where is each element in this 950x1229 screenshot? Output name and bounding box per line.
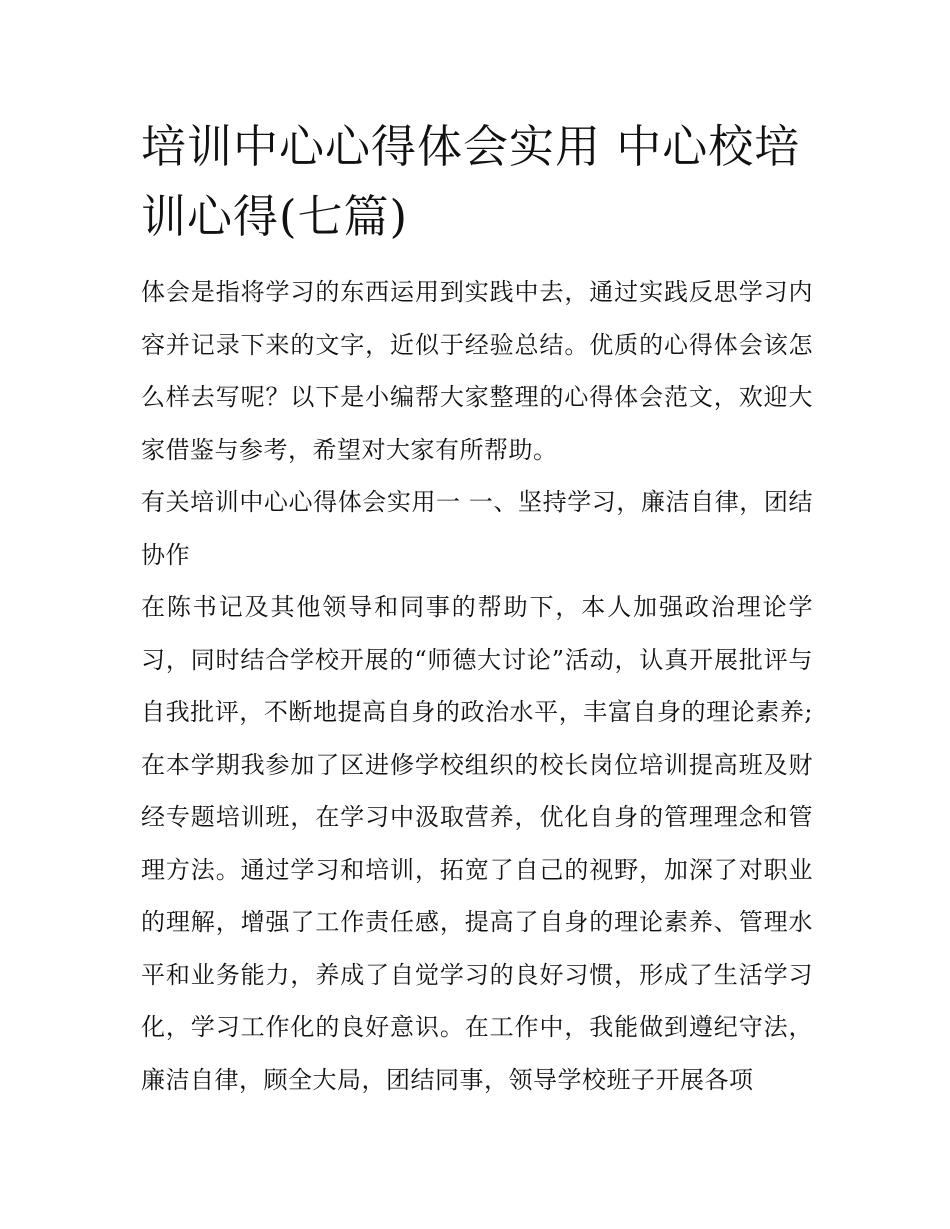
section-heading-paragraph: 有关培训中心心得体会实用一 一、坚持学习，廉洁自律，团结协作: [141, 488, 813, 569]
document-title: 培训中心心得体会实用 中心校培训心得(七篇): [141, 120, 801, 243]
document-body: [141, 112, 813, 1106]
body-paragraph: 在陈书记及其他领导和同事的帮助下，本人加强政治理论学习，同时结合学校开展的“师德大讨论”活动，认真开展批评与自我批评，不断地提高自身的政治水平，丰富自身的理论素养;在本学期我参加了区进修学校组织的校长岗位培训提高班及财经专题培训班，在学习中汲取营养，优化自身的管理理念和管理方法。通过学习和培训，拓宽了自己的视野，加深了对职业的理解，增强了工作责任感，提高了自身的理论素养、管理水平和业务能力，养成了自觉学习的良好习惯，形成了生活学习化，学习工作化的良好意识。在工作中，我能做到遵纪守法，廉洁自律，顾全大局，团结同事，领导学校班子开展各项: [141, 593, 813, 1094]
intro-paragraph: 体会是指将学习的东西运用到实践中去，通过实践反思学习内容并记录下来的文字，近似于经验总结。优质的心得体会该怎么样去写呢？以下是小编帮大家整理的心得体会范文，欢迎大家借鉴与参考，希望对大家有所帮助。: [141, 278, 813, 464]
